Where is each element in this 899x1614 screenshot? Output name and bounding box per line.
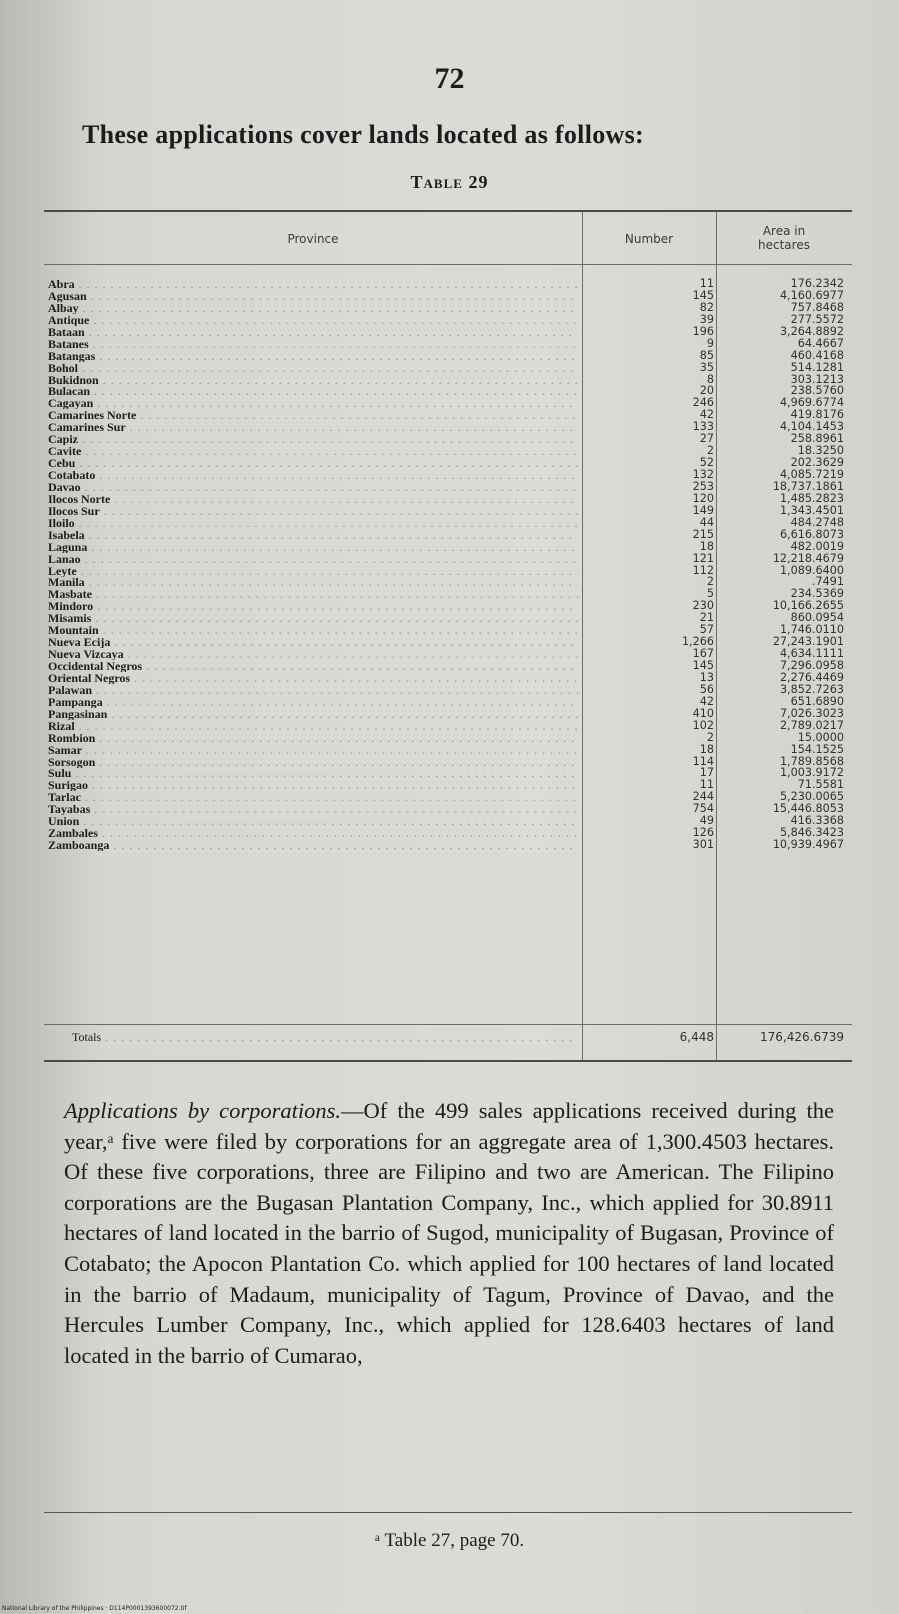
totals-area: 176,426.6739: [760, 1030, 844, 1044]
area-cell: 176.2342: [790, 277, 844, 290]
area-cell: 1,485.2823: [779, 491, 844, 505]
number-cell: 52: [699, 456, 714, 470]
number-cell: 42: [699, 694, 714, 708]
province-cell: Davao . . .: [48, 481, 578, 493]
province-cell: Nueva Vizcaya . . .: [48, 648, 578, 660]
number-cell: 132: [692, 468, 714, 481]
area-cell: 2,789.0217: [779, 718, 844, 732]
province-cell: Nueva Ecija . . .: [48, 636, 578, 648]
number-cell: 301: [692, 838, 714, 852]
area-cell: 7,296.0958: [779, 659, 844, 672]
paragraph-lead: Applications by corporations.: [64, 1098, 342, 1123]
table-row: [44, 815, 852, 827]
area-cell: 757.8468: [790, 300, 844, 314]
table-row: [44, 421, 852, 433]
area-cell: 71.5581: [797, 778, 844, 792]
province-cell: Misamis . . .: [48, 612, 578, 624]
province-cell: Occidental Negros . . .: [48, 660, 578, 672]
table-row: [44, 803, 852, 815]
area-cell: 277.5572: [790, 312, 844, 326]
table-body: [44, 278, 852, 851]
table-row: [44, 397, 852, 409]
area-cell: 5,230.0065: [779, 790, 844, 804]
number-cell: 82: [699, 300, 714, 314]
totals-row: [44, 1030, 852, 1050]
table-row: [44, 732, 852, 744]
header-province: Province: [287, 232, 339, 246]
number-cell: 253: [692, 479, 714, 493]
province-cell: Ilocos Norte . . .: [48, 493, 578, 505]
province-cell: Cotabato . . .: [48, 469, 578, 481]
table-row: [44, 576, 852, 588]
table-row: [44, 290, 852, 302]
province-cell: Pampanga . . .: [48, 696, 578, 708]
footnote-rule: [44, 1512, 852, 1513]
area-cell: 6,616.8073: [779, 527, 844, 541]
table-row: [44, 517, 852, 529]
table-row: [44, 505, 852, 517]
number-cell: 196: [692, 324, 714, 338]
area-cell: 10,939.4967: [772, 838, 844, 852]
area-cell: 416.3368: [790, 814, 844, 828]
header-area-line2: hectares: [758, 238, 810, 252]
number-cell: 410: [692, 706, 714, 720]
area-cell: 303.1213: [790, 372, 844, 386]
area-cell: 238.5760: [790, 384, 844, 398]
table-row: [44, 827, 852, 839]
table-row: [44, 338, 852, 350]
number-cell: 120: [692, 491, 714, 505]
table-row: [44, 648, 852, 660]
province-cell: Batangas . . .: [48, 350, 578, 362]
number-cell: 85: [699, 348, 714, 362]
province-cell: Capiz . . .: [48, 433, 578, 445]
area-cell: 18,737.1861: [772, 479, 844, 493]
area-cell: 3,264.8892: [779, 324, 844, 338]
number-cell: 246: [692, 396, 714, 410]
number-cell: 9: [706, 336, 714, 350]
area-cell: .7491: [811, 575, 844, 589]
province-cell: Lanao . . .: [48, 553, 578, 565]
province-cell: Pangasinan . . .: [48, 708, 578, 720]
area-cell: 4,634.1111: [779, 647, 844, 661]
province-cell: Surigao . . .: [48, 779, 578, 791]
area-cell: 4,104.1453: [779, 420, 844, 434]
table-row: [44, 314, 852, 326]
province-cell: Union . . .: [48, 815, 578, 827]
body-paragraph: [64, 1096, 834, 1371]
area-cell: 10,166.2655: [772, 599, 844, 613]
number-cell: 2: [706, 730, 714, 744]
table-row: [44, 767, 852, 779]
table-row: [44, 433, 852, 445]
province-cell: Tayabas . . .: [48, 803, 578, 815]
table-row: [44, 672, 852, 684]
province-cell: Iloilo . . .: [48, 517, 578, 529]
area-cell: 3,852.7263: [779, 682, 844, 696]
province-cell: Sorsogon . . .: [48, 756, 578, 768]
table-row: [44, 481, 852, 493]
area-cell: 18.3250: [797, 444, 844, 458]
area-cell: 15,446.8053: [772, 802, 844, 816]
province-cell: Batanes . . .: [48, 338, 578, 350]
table-row: [44, 565, 852, 577]
number-cell: 230: [692, 599, 714, 613]
table-row: [44, 469, 852, 481]
province-cell: Samar . . .: [48, 744, 578, 756]
area-cell: 4,085.7219: [779, 468, 844, 481]
section-heading: These applications cover lands located as follows:: [82, 120, 644, 149]
number-cell: 145: [692, 288, 714, 302]
table-row: [44, 445, 852, 457]
number-cell: 149: [692, 503, 714, 517]
number-cell: 17: [699, 766, 714, 780]
number-cell: 18: [699, 539, 714, 553]
province-cell: Palawan . . .: [48, 684, 578, 696]
table-row: [44, 553, 852, 565]
table-row: [44, 708, 852, 720]
number-cell: 57: [699, 623, 714, 637]
province-cell: Zambales . . .: [48, 827, 578, 839]
area-cell: 202.3629: [790, 456, 844, 470]
number-cell: 42: [699, 408, 714, 422]
province-cell: Mindoro . . .: [48, 600, 578, 612]
number-cell: 215: [692, 527, 714, 541]
number-cell: 133: [692, 420, 714, 434]
area-cell: 4,969.6774: [779, 396, 844, 410]
number-cell: 244: [692, 790, 714, 804]
header-area-line1: Area in: [762, 224, 806, 238]
footnote: ᵃ Table 27, page 70.: [374, 1530, 525, 1551]
number-cell: 5: [706, 587, 714, 601]
area-cell: 15.0000: [797, 730, 844, 744]
area-cell: 484.2748: [790, 515, 844, 529]
table-row: [44, 684, 852, 696]
table-row: [44, 529, 852, 541]
number-cell: 49: [699, 814, 714, 828]
number-cell: 11: [699, 778, 714, 792]
area-cell: 1,003.9172: [779, 766, 844, 780]
table-row: [44, 612, 852, 624]
province-cell: Camarines Norte . . .: [48, 409, 578, 421]
area-cell: 5,846.3423: [779, 826, 844, 840]
number-cell: 2: [706, 575, 714, 589]
province-cell: Bulacan . . .: [48, 385, 578, 397]
number-cell: 35: [699, 360, 714, 374]
table-row: [44, 624, 852, 636]
province-cell: Leyte . . .: [48, 565, 578, 577]
province-cell: Ilocos Sur . . .: [48, 505, 578, 517]
province-cell: Bataan . . .: [48, 326, 578, 338]
number-cell: 8: [706, 372, 714, 386]
number-cell: 167: [692, 647, 714, 661]
number-cell: 39: [699, 312, 714, 326]
header-number: Number: [624, 232, 674, 246]
province-cell: Camarines Sur . . .: [48, 421, 578, 433]
table-row: [44, 779, 852, 791]
table-row: [44, 385, 852, 397]
table-title: Table 29: [410, 172, 489, 192]
number-cell: 27: [699, 432, 714, 446]
area-cell: 27,243.1901: [772, 635, 844, 649]
province-cell: Bohol . . .: [48, 362, 578, 374]
number-cell: 1,266: [681, 635, 714, 649]
table-row: [44, 278, 852, 290]
area-cell: 1,089.6400: [779, 563, 844, 577]
totals-number: 6,448: [679, 1030, 714, 1044]
province-cell: Oriental Negros . . .: [48, 672, 578, 684]
table-row: [44, 696, 852, 708]
province-cell: Rizal . . .: [48, 720, 578, 732]
header-area: [716, 224, 852, 252]
table-row: [44, 791, 852, 803]
table-row: [44, 720, 852, 732]
province-cell: Masbate . . .: [48, 588, 578, 600]
table-row: [44, 541, 852, 553]
number-cell: 102: [692, 718, 714, 732]
province-cell: Bukidnon . . .: [48, 374, 578, 386]
province-cell: Cavite . . .: [48, 445, 578, 457]
number-cell: 11: [699, 277, 714, 290]
province-cell: Abra . . .: [48, 278, 578, 290]
table-row: [44, 756, 852, 768]
province-cell: Mountain . . .: [48, 624, 578, 636]
province-cell: Agusan . . .: [48, 290, 578, 302]
totals-rule: [44, 1024, 852, 1025]
table-row: [44, 409, 852, 421]
header-rule: [44, 264, 852, 265]
area-cell: 4,160.6977: [779, 288, 844, 302]
area-cell: 258.8961: [790, 432, 844, 446]
number-cell: 44: [699, 515, 714, 529]
area-cell: 1,343.4501: [779, 503, 844, 517]
area-cell: 860.0954: [790, 611, 844, 625]
table-row: [44, 362, 852, 374]
table-row: [44, 839, 852, 851]
area-cell: 64.4667: [797, 336, 844, 350]
table-row: [44, 636, 852, 648]
table-row: [44, 302, 852, 314]
area-cell: 460.4168: [790, 348, 844, 362]
area-cell: 234.5369: [790, 587, 844, 601]
paragraph-text: —Of the 499 sales applications received during the year,ᵃ five were filed by corporations for an aggregate area of 1,300.4503 hectares. Of these five corporations, three are Filipino and two are American. The Filipino corporations are the Bugasan Plantation Company, Inc., which applied for 30.8911 hectares of land located in the barrio of Sugod, municipality of Bugasan, Province of Cotabato; the Apocon Plantation Co. which applied for 100 hectares of land located in the barrio of Madaum, municipality of Tagum, Province of Davao, and the Hercules Lumber Company, Inc., which applied for 128.6403 hectares of land located in the barrio of Cumarao,: [64, 1098, 834, 1368]
province-cell: Tarlac . . .: [48, 791, 578, 803]
area-cell: 419.8176: [790, 408, 844, 422]
province-cell: Cagayan . . .: [48, 397, 578, 409]
area-cell: 7,026.3023: [779, 706, 844, 720]
number-cell: 112: [692, 563, 714, 577]
number-cell: 13: [699, 670, 714, 684]
number-cell: 18: [699, 742, 714, 756]
province-cell: Isabela . . .: [48, 529, 578, 541]
number-cell: 21: [699, 611, 714, 625]
province-table: [44, 210, 852, 1062]
table-row: [44, 493, 852, 505]
area-cell: 12,218.4679: [772, 551, 844, 565]
number-cell: 121: [692, 551, 714, 565]
area-cell: 482.0019: [790, 539, 844, 553]
table-row: [44, 457, 852, 469]
province-cell: Rombion . . .: [48, 732, 578, 744]
province-cell: Antique . . .: [48, 314, 578, 326]
number-cell: 56: [699, 682, 714, 696]
table-row: [44, 744, 852, 756]
province-cell: Albay . . .: [48, 302, 578, 314]
number-cell: 2: [706, 444, 714, 458]
number-cell: 126: [692, 826, 714, 840]
archive-label: National Library of the Philippines · D114P0001393600072.tif: [2, 1605, 187, 1612]
table-row: [44, 350, 852, 362]
province-cell: Laguna . . .: [48, 541, 578, 553]
number-cell: 20: [699, 384, 714, 398]
table-row: [44, 660, 852, 672]
totals-label: Totals . . .: [72, 1030, 572, 1045]
table-row: [44, 374, 852, 386]
province-cell: Zamboanga . . .: [48, 839, 578, 851]
area-cell: 514.1281: [790, 360, 844, 374]
area-cell: 154.1525: [790, 742, 844, 756]
number-cell: 114: [692, 754, 714, 768]
table-row: [44, 600, 852, 612]
province-cell: Manila . . .: [48, 576, 578, 588]
province-cell: Sulu . . .: [48, 767, 578, 779]
number-cell: 145: [692, 659, 714, 672]
area-cell: 1,789.8568: [779, 754, 844, 768]
area-cell: 2,276.4469: [779, 670, 844, 684]
province-cell: Cebu . . .: [48, 457, 578, 469]
area-cell: 1,746.0110: [779, 623, 844, 637]
number-cell: 754: [692, 802, 714, 816]
area-cell: 651.6890: [790, 694, 844, 708]
table-row: [44, 326, 852, 338]
page-number: 72: [434, 62, 465, 95]
table-row: [44, 588, 852, 600]
